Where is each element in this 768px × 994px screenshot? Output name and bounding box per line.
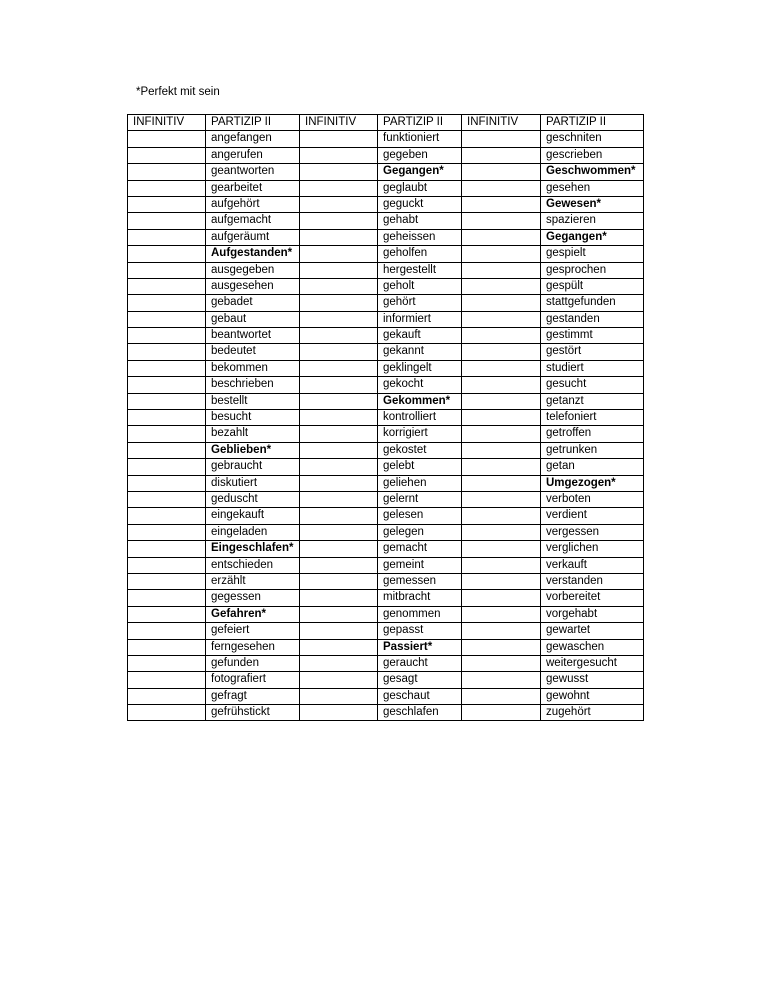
partizip-cell: getanzt [541, 393, 644, 409]
infinitiv-blank-cell[interactable] [128, 705, 206, 721]
table-row [128, 196, 644, 212]
table-row [128, 475, 644, 491]
infinitiv-blank-cell[interactable] [462, 573, 541, 589]
infinitiv-blank-cell[interactable] [128, 491, 206, 507]
partizip-cell: eingekauft [206, 508, 300, 524]
partizip-cell: Geblieben* [206, 442, 300, 458]
partizip-cell: zugehört [541, 705, 644, 721]
partizip-cell: bestellt [206, 393, 300, 409]
partizip-cell: verdient [541, 508, 644, 524]
partizip-cell: vergessen [541, 524, 644, 540]
infinitiv-blank-cell[interactable] [128, 213, 206, 229]
infinitiv-blank-cell[interactable] [300, 328, 378, 344]
partizip-cell: gefrühstickt [206, 705, 300, 721]
infinitiv-blank-cell[interactable] [462, 196, 541, 212]
partizip-cell: gehabt [378, 213, 462, 229]
table-row [128, 180, 644, 196]
infinitiv-blank-cell[interactable] [462, 131, 541, 147]
infinitiv-blank-cell[interactable] [300, 590, 378, 606]
partizip-cell: getroffen [541, 426, 644, 442]
infinitiv-blank-cell[interactable] [300, 475, 378, 491]
table-row [128, 377, 644, 393]
infinitiv-blank-cell[interactable] [462, 606, 541, 622]
infinitiv-blank-cell[interactable] [462, 655, 541, 671]
infinitiv-blank-cell[interactable] [462, 410, 541, 426]
header-infinitiv-3: INFINITIV [462, 115, 541, 131]
table-row [128, 557, 644, 573]
infinitiv-blank-cell[interactable] [462, 459, 541, 475]
table-row [128, 541, 644, 557]
partizip-cell: fotografiert [206, 672, 300, 688]
partizip-cell: gesprochen [541, 262, 644, 278]
partizip-cell: gehört [378, 295, 462, 311]
infinitiv-blank-cell[interactable] [300, 295, 378, 311]
partizip-cell: geantworten [206, 164, 300, 180]
partizip-cell: bezahlt [206, 426, 300, 442]
partizip-cell: getan [541, 459, 644, 475]
table-header-row [128, 115, 644, 131]
header-partizip-3: PARTIZIP II [541, 115, 644, 131]
partizip-cell: gestört [541, 344, 644, 360]
table-row [128, 639, 644, 655]
infinitiv-blank-cell[interactable] [128, 131, 206, 147]
partizip-cell: studiert [541, 360, 644, 376]
partizip-cell: ausgegeben [206, 262, 300, 278]
infinitiv-blank-cell[interactable] [300, 344, 378, 360]
partizip-cell: gescrieben [541, 147, 644, 163]
infinitiv-blank-cell[interactable] [300, 229, 378, 245]
partizip-cell: gesagt [378, 672, 462, 688]
infinitiv-blank-cell[interactable] [300, 491, 378, 507]
partizip-cell: gemeint [378, 557, 462, 573]
infinitiv-blank-cell[interactable] [128, 344, 206, 360]
infinitiv-blank-cell[interactable] [300, 278, 378, 294]
partizip-cell: gesucht [541, 377, 644, 393]
table-row [128, 311, 644, 327]
partizip-cell: getrunken [541, 442, 644, 458]
infinitiv-blank-cell[interactable] [300, 688, 378, 704]
partizip-cell: geklingelt [378, 360, 462, 376]
partizip-cell: Passiert* [378, 639, 462, 655]
partizip-cell: aufgeräumt [206, 229, 300, 245]
infinitiv-blank-cell[interactable] [128, 180, 206, 196]
partizip-cell: angefangen [206, 131, 300, 147]
table-row [128, 164, 644, 180]
infinitiv-blank-cell[interactable] [300, 147, 378, 163]
infinitiv-blank-cell[interactable] [300, 360, 378, 376]
infinitiv-blank-cell[interactable] [462, 491, 541, 507]
infinitiv-blank-cell[interactable] [128, 246, 206, 262]
partizip-cell: geholfen [378, 246, 462, 262]
partizip-cell: eingeladen [206, 524, 300, 540]
table-row [128, 344, 644, 360]
partizip-cell: vorgehabt [541, 606, 644, 622]
infinitiv-blank-cell[interactable] [300, 180, 378, 196]
partizip-cell: geguckt [378, 196, 462, 212]
infinitiv-blank-cell[interactable] [300, 377, 378, 393]
infinitiv-blank-cell[interactable] [300, 623, 378, 639]
table-row [128, 278, 644, 294]
partizip-cell: gepasst [378, 623, 462, 639]
infinitiv-blank-cell[interactable] [300, 705, 378, 721]
partizip-cell: geglaubt [378, 180, 462, 196]
partizip-cell: gewusst [541, 672, 644, 688]
infinitiv-blank-cell[interactable] [462, 442, 541, 458]
infinitiv-blank-cell[interactable] [462, 213, 541, 229]
infinitiv-blank-cell[interactable] [300, 164, 378, 180]
infinitiv-blank-cell[interactable] [128, 541, 206, 557]
partizip-cell: gekocht [378, 377, 462, 393]
infinitiv-blank-cell[interactable] [462, 393, 541, 409]
partizip-cell: Geschwommen* [541, 164, 644, 180]
partizip-cell: verkauft [541, 557, 644, 573]
table-row [128, 491, 644, 507]
table-row [128, 573, 644, 589]
partizip-cell: geduscht [206, 491, 300, 507]
partizip-cell: funktioniert [378, 131, 462, 147]
partizip-cell: stattgefunden [541, 295, 644, 311]
partizip-cell: gestimmt [541, 328, 644, 344]
infinitiv-blank-cell[interactable] [462, 541, 541, 557]
partizip-cell: Gegangen* [541, 229, 644, 245]
infinitiv-blank-cell[interactable] [300, 213, 378, 229]
infinitiv-blank-cell[interactable] [128, 524, 206, 540]
table-row [128, 360, 644, 376]
table-row [128, 246, 644, 262]
infinitiv-blank-cell[interactable] [462, 295, 541, 311]
partizip-cell: gespült [541, 278, 644, 294]
partizip-cell: ferngesehen [206, 639, 300, 655]
partizip-cell: gewaschen [541, 639, 644, 655]
partizip-cell: gebaut [206, 311, 300, 327]
infinitiv-blank-cell[interactable] [300, 196, 378, 212]
infinitiv-blank-cell[interactable] [128, 606, 206, 622]
infinitiv-blank-cell[interactable] [462, 311, 541, 327]
infinitiv-blank-cell[interactable] [300, 639, 378, 655]
infinitiv-blank-cell[interactable] [128, 229, 206, 245]
table-row [128, 459, 644, 475]
partizip-cell: gewartet [541, 623, 644, 639]
table-row [128, 410, 644, 426]
table-row [128, 295, 644, 311]
partizip-cell: verglichen [541, 541, 644, 557]
infinitiv-blank-cell[interactable] [462, 688, 541, 704]
table-row [128, 508, 644, 524]
partizip-cell: besucht [206, 410, 300, 426]
partizip-cell: vorbereitet [541, 590, 644, 606]
partizip-cell: gestanden [541, 311, 644, 327]
partizip-cell: geholt [378, 278, 462, 294]
infinitiv-blank-cell[interactable] [462, 328, 541, 344]
infinitiv-blank-cell[interactable] [128, 328, 206, 344]
partizip-cell: bekommen [206, 360, 300, 376]
partizip-cell: beschrieben [206, 377, 300, 393]
partizip-cell: gemessen [378, 573, 462, 589]
table-row [128, 688, 644, 704]
infinitiv-blank-cell[interactable] [462, 180, 541, 196]
infinitiv-blank-cell[interactable] [462, 426, 541, 442]
partizip-cell: Umgezogen* [541, 475, 644, 491]
partizip-cell: verboten [541, 491, 644, 507]
partizip-cell: aufgemacht [206, 213, 300, 229]
partizip-cell: korrigiert [378, 426, 462, 442]
partizip-cell: gewohnt [541, 688, 644, 704]
infinitiv-blank-cell[interactable] [300, 508, 378, 524]
infinitiv-blank-cell[interactable] [128, 360, 206, 376]
table-row [128, 262, 644, 278]
infinitiv-blank-cell[interactable] [300, 573, 378, 589]
table-row [128, 672, 644, 688]
partizip-cell: Gewesen* [541, 196, 644, 212]
table-row [128, 590, 644, 606]
infinitiv-blank-cell[interactable] [462, 164, 541, 180]
partizip-cell: angerufen [206, 147, 300, 163]
infinitiv-blank-cell[interactable] [462, 147, 541, 163]
partizip-cell: gespielt [541, 246, 644, 262]
infinitiv-blank-cell[interactable] [128, 377, 206, 393]
infinitiv-blank-cell[interactable] [128, 311, 206, 327]
infinitiv-blank-cell[interactable] [462, 508, 541, 524]
partizip-cell: informiert [378, 311, 462, 327]
infinitiv-blank-cell[interactable] [462, 623, 541, 639]
partizip-cell: erzählt [206, 573, 300, 589]
partizip-cell: geschaut [378, 688, 462, 704]
table-row [128, 623, 644, 639]
infinitiv-blank-cell[interactable] [128, 639, 206, 655]
verb-table [127, 114, 644, 721]
partizip-cell: gemacht [378, 541, 462, 557]
table-row [128, 147, 644, 163]
infinitiv-blank-cell[interactable] [300, 426, 378, 442]
infinitiv-blank-cell[interactable] [128, 278, 206, 294]
partizip-cell: bedeutet [206, 344, 300, 360]
partizip-cell: hergestellt [378, 262, 462, 278]
header-infinitiv-1: INFINITIV [128, 115, 206, 131]
infinitiv-blank-cell[interactable] [300, 672, 378, 688]
partizip-cell: gelesen [378, 508, 462, 524]
table-row [128, 328, 644, 344]
partizip-cell: gelernt [378, 491, 462, 507]
partizip-cell: geheissen [378, 229, 462, 245]
infinitiv-blank-cell[interactable] [128, 557, 206, 573]
infinitiv-blank-cell[interactable] [462, 377, 541, 393]
partizip-cell: Gegangen* [378, 164, 462, 180]
infinitiv-blank-cell[interactable] [462, 672, 541, 688]
partizip-cell: entschieden [206, 557, 300, 573]
table-row [128, 705, 644, 721]
partizip-cell: gelebt [378, 459, 462, 475]
partizip-cell: genommen [378, 606, 462, 622]
infinitiv-blank-cell[interactable] [128, 573, 206, 589]
infinitiv-blank-cell[interactable] [128, 147, 206, 163]
infinitiv-blank-cell[interactable] [300, 459, 378, 475]
infinitiv-blank-cell[interactable] [462, 590, 541, 606]
infinitiv-blank-cell[interactable] [462, 557, 541, 573]
infinitiv-blank-cell[interactable] [300, 442, 378, 458]
partizip-cell: gekannt [378, 344, 462, 360]
infinitiv-blank-cell[interactable] [128, 475, 206, 491]
partizip-cell: geschniten [541, 131, 644, 147]
partizip-cell: gegessen [206, 590, 300, 606]
partizip-cell: geschlafen [378, 705, 462, 721]
partizip-cell: diskutiert [206, 475, 300, 491]
partizip-cell: gefeiert [206, 623, 300, 639]
partizip-cell: aufgehört [206, 196, 300, 212]
partizip-cell: verstanden [541, 573, 644, 589]
table-row [128, 426, 644, 442]
infinitiv-blank-cell[interactable] [128, 459, 206, 475]
partizip-cell: gebraucht [206, 459, 300, 475]
partizip-cell: gefunden [206, 655, 300, 671]
partizip-cell: telefoniert [541, 410, 644, 426]
infinitiv-blank-cell[interactable] [128, 295, 206, 311]
table-row [128, 655, 644, 671]
partizip-cell: ausgesehen [206, 278, 300, 294]
infinitiv-blank-cell[interactable] [128, 164, 206, 180]
infinitiv-blank-cell[interactable] [128, 688, 206, 704]
infinitiv-blank-cell[interactable] [128, 672, 206, 688]
partizip-cell: gearbeitet [206, 180, 300, 196]
partizip-cell: geraucht [378, 655, 462, 671]
partizip-cell: kontrolliert [378, 410, 462, 426]
table-row [128, 393, 644, 409]
partizip-cell: gesehen [541, 180, 644, 196]
partizip-cell: gebadet [206, 295, 300, 311]
header-infinitiv-2: INFINITIV [300, 115, 378, 131]
infinitiv-blank-cell[interactable] [462, 475, 541, 491]
infinitiv-blank-cell[interactable] [462, 278, 541, 294]
partizip-cell: gekostet [378, 442, 462, 458]
partizip-cell: Eingeschlafen* [206, 541, 300, 557]
partizip-cell: weitergesucht [541, 655, 644, 671]
infinitiv-blank-cell[interactable] [128, 655, 206, 671]
infinitiv-blank-cell[interactable] [300, 131, 378, 147]
header-partizip-2: PARTIZIP II [378, 115, 462, 131]
partizip-cell: gegeben [378, 147, 462, 163]
partizip-cell: mitbracht [378, 590, 462, 606]
infinitiv-blank-cell[interactable] [462, 246, 541, 262]
partizip-cell: Aufgestanden* [206, 246, 300, 262]
table-row [128, 442, 644, 458]
infinitiv-blank-cell[interactable] [128, 623, 206, 639]
infinitiv-blank-cell[interactable] [462, 524, 541, 540]
infinitiv-blank-cell[interactable] [300, 393, 378, 409]
partizip-cell: Gekommen* [378, 393, 462, 409]
partizip-cell: beantwortet [206, 328, 300, 344]
partizip-cell: Gefahren* [206, 606, 300, 622]
table-row [128, 606, 644, 622]
table-row [128, 131, 644, 147]
header-partizip-1: PARTIZIP II [206, 115, 300, 131]
infinitiv-blank-cell[interactable] [462, 262, 541, 278]
infinitiv-blank-cell[interactable] [300, 410, 378, 426]
infinitiv-blank-cell[interactable] [300, 246, 378, 262]
infinitiv-blank-cell[interactable] [128, 508, 206, 524]
infinitiv-blank-cell[interactable] [462, 360, 541, 376]
infinitiv-blank-cell[interactable] [300, 557, 378, 573]
partizip-cell: spazieren [541, 213, 644, 229]
infinitiv-blank-cell[interactable] [300, 311, 378, 327]
infinitiv-blank-cell[interactable] [462, 705, 541, 721]
infinitiv-blank-cell[interactable] [300, 262, 378, 278]
infinitiv-blank-cell[interactable] [462, 344, 541, 360]
infinitiv-blank-cell[interactable] [462, 639, 541, 655]
table-row [128, 524, 644, 540]
partizip-cell: gelegen [378, 524, 462, 540]
infinitiv-blank-cell[interactable] [128, 442, 206, 458]
partizip-cell: gefragt [206, 688, 300, 704]
infinitiv-blank-cell[interactable] [300, 541, 378, 557]
infinitiv-blank-cell[interactable] [128, 196, 206, 212]
infinitiv-blank-cell[interactable] [128, 410, 206, 426]
infinitiv-blank-cell[interactable] [300, 606, 378, 622]
infinitiv-blank-cell[interactable] [462, 229, 541, 245]
infinitiv-blank-cell[interactable] [128, 426, 206, 442]
perfekt-mit-sein-note: *Perfekt mit sein [136, 86, 220, 98]
partizip-cell: gekauft [378, 328, 462, 344]
infinitiv-blank-cell[interactable] [300, 524, 378, 540]
infinitiv-blank-cell[interactable] [128, 393, 206, 409]
infinitiv-blank-cell[interactable] [128, 590, 206, 606]
infinitiv-blank-cell[interactable] [300, 655, 378, 671]
infinitiv-blank-cell[interactable] [128, 262, 206, 278]
verb-table-body [128, 131, 644, 721]
partizip-cell: geliehen [378, 475, 462, 491]
table-row [128, 229, 644, 245]
table-row [128, 213, 644, 229]
